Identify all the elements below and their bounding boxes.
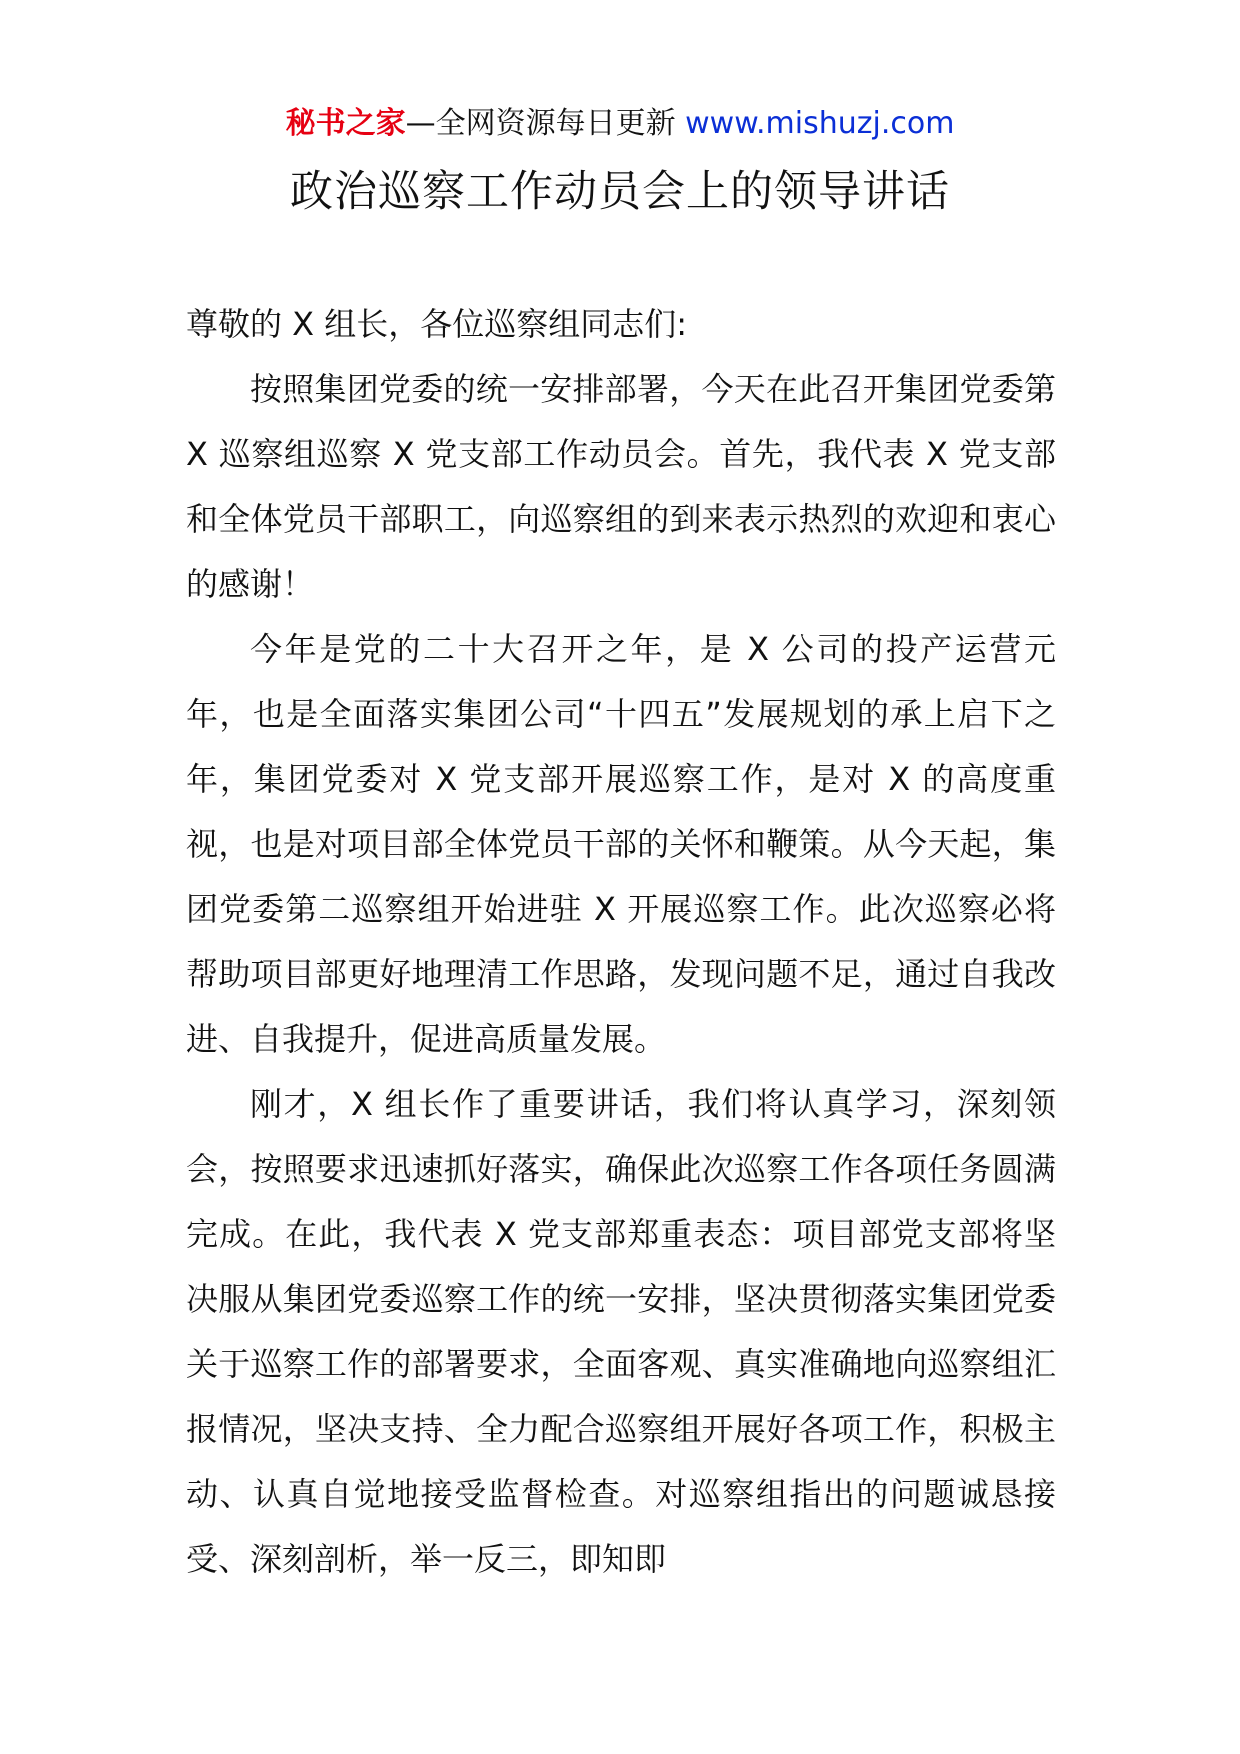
paragraph: 按照集团党委的统一安排部署，今天在此召开集团党委第 X 巡察组巡察 X 党支部工作动员会。首先，我代表 X 党支部和全体党员干部职工，向巡察组的到来表示热烈的欢迎和衷心的感谢！ — [186, 370, 1056, 603]
paragraph: 今年是党的二十大召开之年，是 X 公司的投产运营元年，也是全面落实集团公司“十四五”发展规划的承上启下之年，集团党委对 X 党支部开展巡察工作，是对 X 的高度重视，也是对项目部全体党员干部的关怀和鞭策。从今天起，集团党委第二巡察组开始进驻 X 开展巡察工作。此次巡察必将帮助项目部更好地理清工作思路，发现问题不足，通过自我改进、自我提升，促进高质量发展。 — [186, 630, 1056, 1058]
salutation: 尊敬的 X 组长，各位巡察组同志们: — [186, 305, 688, 343]
document-title: 政治巡察工作动员会上的领导讲话 — [290, 167, 950, 217]
document-body — [186, 292, 1056, 1592]
site-tagline: —全网资源每日更新 — [405, 106, 686, 141]
site-url-link[interactable]: www.mishuzj.com — [685, 106, 955, 141]
site-brand: 秘书之家 — [285, 106, 406, 141]
site-header — [0, 102, 1240, 146]
paragraph: 刚才，X 组长作了重要讲话，我们将认真学习，深刻领会，按照要求迅速抓好落实，确保此次巡察工作各项任务圆满完成。在此，我代表 X 党支部郑重表态：项目部党支部将坚决服从集团党委巡察工作的统一安排，坚决贯彻落实集团党委关于巡察工作的部署要求，全面客观、真实准确地向巡察组汇报情况，坚决支持、全力配合巡察组开展好各项工作，积极主动、认真自觉地接受监督检查。对巡察组指出的问题诚恳接受、深刻剖析，举一反三，即知即 — [186, 1085, 1056, 1578]
